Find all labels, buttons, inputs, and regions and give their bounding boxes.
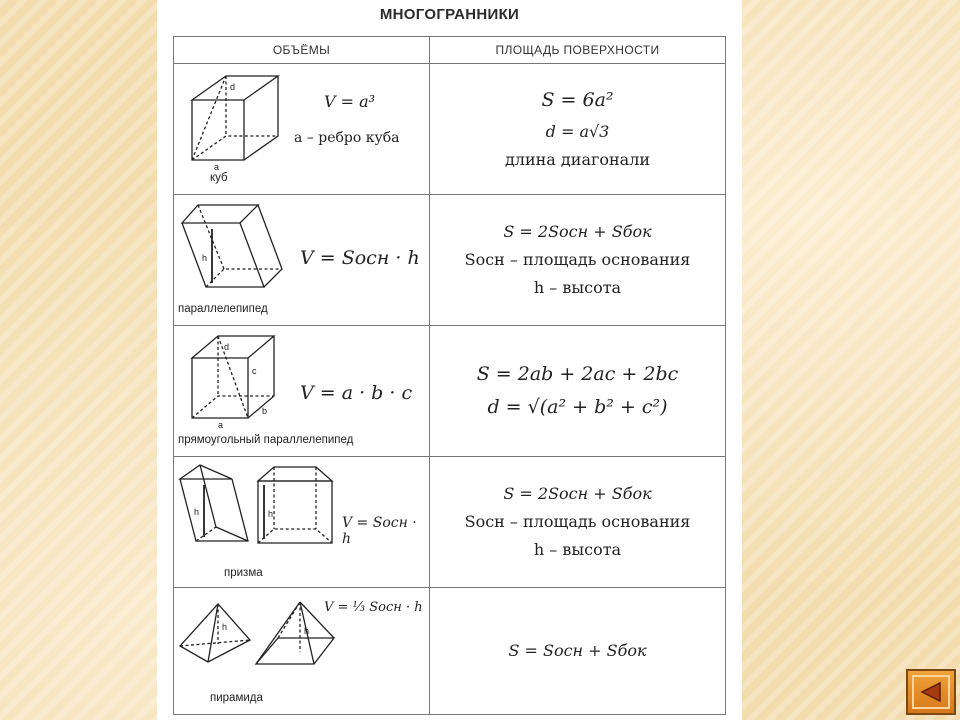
area-line: S = 2ab + 2ac + 2bc [476,362,679,385]
area-formulas [430,480,725,564]
volume-cell [174,195,430,326]
area-formulas [430,637,725,665]
area-cell [430,195,726,326]
edge-c-label: c [252,366,257,376]
area-line: Sосн – площадь основания [464,512,691,531]
figure-caption: куб [210,172,228,184]
area-line: d = a√3 [545,121,610,141]
header-area: ПЛОЩАДЬ ПОВЕРХНОСТИ [430,37,726,64]
volume-cell [174,457,430,588]
formula-sheet [157,0,742,720]
volume-note: a – ребро куба [294,130,400,146]
pyramid-figure [178,592,338,687]
area-line: h – высота [533,278,622,297]
area-cell [430,588,726,715]
area-line: h – высота [533,540,622,559]
height-label: h [222,622,228,632]
area-formulas [430,84,725,173]
volume-formula: V = a · b · c [300,382,413,404]
area-line: S = Sосн + Sбок [508,641,647,660]
table-row [174,326,726,457]
table-row [174,588,726,715]
volume-cell [174,326,430,457]
volume-formula: V = Sосн · h [342,515,417,547]
back-button[interactable] [906,669,956,715]
area-cell [430,457,726,588]
edge-b-label: b [262,406,268,416]
diagonal-label: d [224,342,230,352]
area-line: Sосн – площадь основания [464,250,691,269]
area-line: S = 6a² [541,89,614,112]
height-label: h [202,253,208,263]
table-row [174,195,726,326]
figure-caption: призма [224,567,263,579]
figure-caption: пирамида [210,692,263,704]
parallelepiped-figure [178,199,296,304]
volume-formula: V = a³ [324,92,376,111]
figure-caption: параллелепипед [178,303,268,315]
volume-formula: V = ⅓ Sосн · h [324,600,423,615]
edge-a-label: a [218,420,224,430]
table-row [174,457,726,588]
header-volumes: ОБЪЁМЫ [174,37,430,64]
sheet-title: МНОГОГРАННИКИ [379,6,520,23]
prism-figure [178,461,338,561]
figure-caption: прямоугольный параллелепипед [178,434,354,446]
rectangular-box-figure [178,330,288,435]
cube-figure [178,68,288,193]
triangle-left-icon [920,681,942,703]
area-line: d = √(a² + b² + c²) [487,396,668,418]
height-label-2: h [268,509,274,519]
polyhedra-table [173,36,726,715]
edge-label: a [214,162,220,172]
volume-cell [174,588,430,715]
table-row [174,64,726,195]
height-label-2: h [304,626,310,636]
area-line: S = 2Sосн + Sбок [503,484,652,503]
area-cell [430,326,726,457]
height-label: h [194,507,200,517]
volume-cell [174,64,430,195]
area-cell [430,64,726,195]
area-line: длина диагонали [504,149,651,169]
diagonal-label: d [230,82,236,92]
area-formulas [430,218,725,302]
volume-formula: V = Sосн · h [300,247,420,269]
area-line: S = 2Sосн + Sбок [503,222,652,241]
area-formulas [430,358,725,425]
